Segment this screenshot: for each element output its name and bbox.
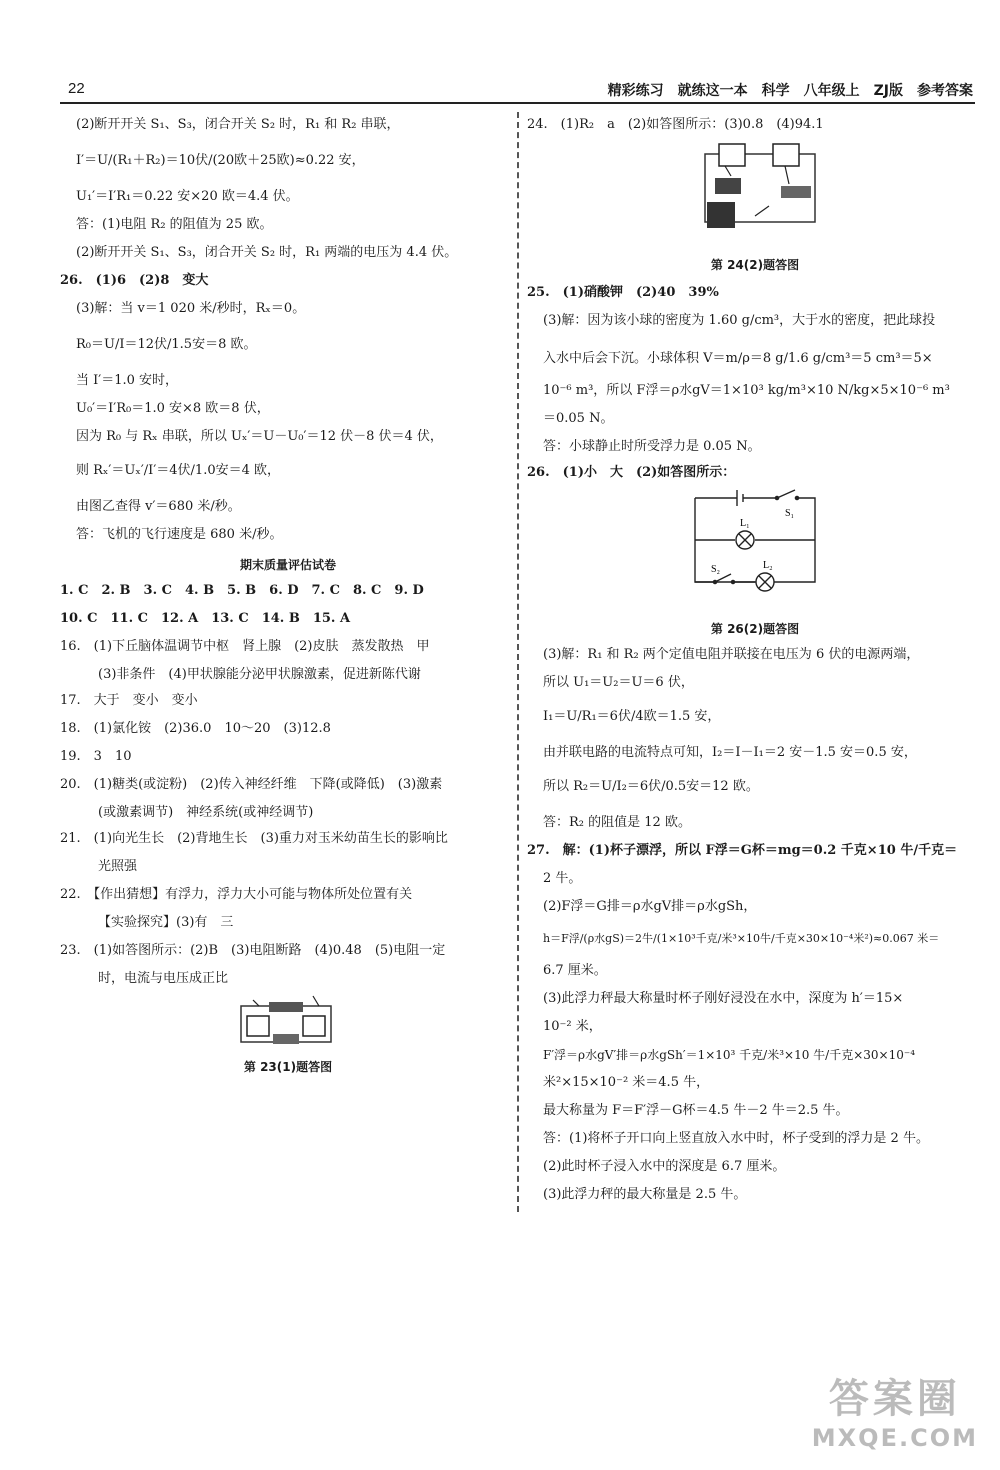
label-l2: L₂ <box>763 560 773 571</box>
answer-21: 21. (1)向光生长 (2)背地生长 (3)重力对玉米幼苗生长的影响比 <box>60 831 448 846</box>
text-line: 因为 R₀ 与 Rₓ 串联，所以 Uₓ′＝U－U₀′＝12 伏－8 伏＝4 伏， <box>76 429 443 444</box>
formula-line: I′＝U/(R₁＋R₂)＝10伏/(20欧＋25欧)≈0.22 安， <box>76 153 365 168</box>
figure-caption: 第 24(2)题答图 <box>710 258 800 272</box>
text-line: 由并联电路的电流特点可知，I₂＝I－I₁＝2 安－1.5 安＝0.5 安， <box>543 745 917 760</box>
text-line: 答：(1)将杯子开口向上竖直放入水中时，杯子受到的浮力是 2 牛。 <box>543 1131 929 1146</box>
figure-26-circuit <box>685 482 825 592</box>
formula-line: 入水中后会下沉。小球体积 V＝m/ρ＝8 g/1.6 g/cm³＝5 cm³＝5× <box>543 351 933 366</box>
formula-line: h＝F浮/(ρ水gS)＝2牛/(1×10³千克/米³×10牛/千克×30×10⁻⁴米²)≈0.067 米＝ <box>543 932 940 945</box>
answer-19: 19. 3 10 <box>60 749 132 764</box>
text-line: 光照强 <box>98 859 138 874</box>
text-line: (3)解：因为该小球的密度为 1.60 g/cm³，大于水的密度，把此球投 <box>543 313 936 328</box>
section-title: 期末质量评估试卷 <box>239 558 336 572</box>
text-line: ＝0.05 N。 <box>543 411 614 426</box>
page-header <box>60 76 975 104</box>
answer-27: 27. 解：(1)杯子漂浮，所以 F浮＝G杯＝mg＝0.2 千克×10 牛/千克＝ <box>527 843 958 858</box>
label-l1: L₁ <box>740 518 750 529</box>
text-line: 由图乙查得 v′＝680 米/秒。 <box>76 499 241 514</box>
text-line: 【实验探究】(3)有 三 <box>98 915 234 930</box>
text-line: (或激素调节) 神经系统(或神经调节) <box>98 805 314 820</box>
text-line: 答：飞机的飞行速度是 680 米/秒。 <box>76 527 283 542</box>
text-line: (2)此时杯子浸入水中的深度是 6.7 厘米。 <box>543 1159 786 1174</box>
text-line: (3)解：当 v＝1 020 米/秒时，Rₓ＝0。 <box>76 301 306 316</box>
answers-1-9: 1. C 2. B 3. C 4. B 5. B 6. D 7. C 8. C 9. D <box>60 583 424 598</box>
column-divider <box>517 112 519 1212</box>
running-title: 精彩练习 就练这一本 科学 八年级上 ZJ版 参考答案 <box>607 83 973 99</box>
text-line: 米²×15×10⁻² 米＝4.5 牛， <box>543 1075 710 1090</box>
label-s2: S₂ <box>711 564 721 575</box>
text-line: 2 牛。 <box>543 871 582 886</box>
text-line: 6.7 厘米。 <box>543 963 607 978</box>
text-line: 答：R₂ 的阻值是 12 欧。 <box>543 815 691 830</box>
answer-23: 23. (1)如答图所示：(2)B (3)电阻断路 (4)0.48 (5)电阻一定 <box>60 943 446 958</box>
text-line: 10⁻² 米， <box>543 1019 602 1034</box>
formula-line: I₁＝U/R₁＝6伏/4欧＝1.5 安， <box>543 709 721 724</box>
text-line: 所以 U₁＝U₂＝U＝6 伏， <box>543 675 694 690</box>
answer-26: 26. (1)6 (2)8 变大 <box>60 273 209 288</box>
figure-caption: 第 26(2)题答图 <box>710 622 800 636</box>
answer-17: 17. 大于 变小 变小 <box>60 693 198 708</box>
label-s1: S₁ <box>785 508 795 519</box>
answer-26: 26. (1)小 大 (2)如答图所示： <box>527 465 736 480</box>
answer-22: 22. 【作出猜想】有浮力，浮力大小可能与物体所处位置有关 <box>60 887 413 902</box>
text-line: (3)此浮力秤的最大称量是 2.5 牛。 <box>543 1187 747 1202</box>
text-line: (2)断开开关 S₁、S₃，闭合开关 S₂ 时，R₁ 两端的电压为 4.4 伏。 <box>76 245 458 260</box>
answers-10-15: 10. C 11. C 12. A 13. C 14. B 15. A <box>60 611 351 626</box>
text-line: (3)此浮力秤最大称量时杯子刚好浸没在水中，深度为 h′＝15× <box>543 991 904 1006</box>
answer-25: 25. (1)硝酸钾 (2)40 39% <box>527 285 719 300</box>
text-line: F′浮＝ρ水gV′排＝ρ水gSh′＝1×10³ 千克/米³×10 牛/千克×30×10⁻⁴ <box>543 1048 916 1062</box>
text-line: (3)非条件 (4)甲状腺能分泌甲状腺激素，促进新陈代谢 <box>98 667 421 682</box>
figure-24-circuit <box>685 136 830 236</box>
text-line: 答：(1)电阻 R₂ 的阻值为 25 欧。 <box>76 217 273 232</box>
text-line: 当 I′＝1.0 安时， <box>76 373 179 388</box>
text-line: 答：小球静止时所受浮力是 0.05 N。 <box>543 439 761 454</box>
text-line: 10⁻⁶ m³，所以 F浮＝ρ水gV＝1×10³ kg/m³×10 N/kg×5×10⁻⁶ m³ <box>543 383 950 398</box>
text-line: (2)F浮＝G排＝ρ水gV排＝ρ水gSh， <box>543 899 757 914</box>
watermark-url: MXQE.COM <box>811 1424 978 1452</box>
text-line: U₁′＝I′R₁＝0.22 安×20 欧＝4.4 伏。 <box>76 189 299 204</box>
text-line: U₀′＝I′R₀＝1.0 安×8 欧＝8 伏， <box>76 401 270 416</box>
answer-18: 18. (1)氯化铵 (2)36.0 10～20 (3)12.8 <box>60 721 331 736</box>
figure-caption: 第 23(1)题答图 <box>243 1060 333 1074</box>
text-line: (3)解：R₁ 和 R₂ 两个定值电阻并联接在电压为 6 伏的电源两端， <box>543 647 920 662</box>
text-line: 时，电流与电压成正比 <box>98 971 229 986</box>
answer-20: 20. (1)糖类(或淀粉) (2)传入神经纤维 下降(或降低) (3)激素 <box>60 777 443 792</box>
formula-line: 所以 R₂＝U/I₂＝6伏/0.5安＝12 欧。 <box>543 779 759 794</box>
page-number: 22 <box>68 80 85 97</box>
watermark-logo: 答案圈 <box>828 1376 961 1422</box>
text-line: 最大称量为 F＝F′浮－G杯＝4.5 牛－2 牛＝2.5 牛。 <box>543 1103 849 1118</box>
watermark <box>812 1367 978 1452</box>
figure-23-circuit <box>233 990 343 1050</box>
answer-16: 16. (1)下丘脑体温调节中枢 肾上腺 (2)皮肤 蒸发散热 甲 <box>60 639 430 654</box>
formula-line: R₀＝U/I＝12伏/1.5安＝8 欧。 <box>76 337 257 352</box>
text-line: (2)断开开关 S₁、S₃，闭合开关 S₂ 时，R₁ 和 R₂ 串联， <box>76 117 400 132</box>
answer-24: 24. (1)R₂ a (2)如答图所示：(3)0.8 (4)94.1 <box>527 117 824 132</box>
formula-line: 则 Rₓ′＝Uₓ′/I′＝4伏/1.0安＝4 欧， <box>76 463 280 478</box>
